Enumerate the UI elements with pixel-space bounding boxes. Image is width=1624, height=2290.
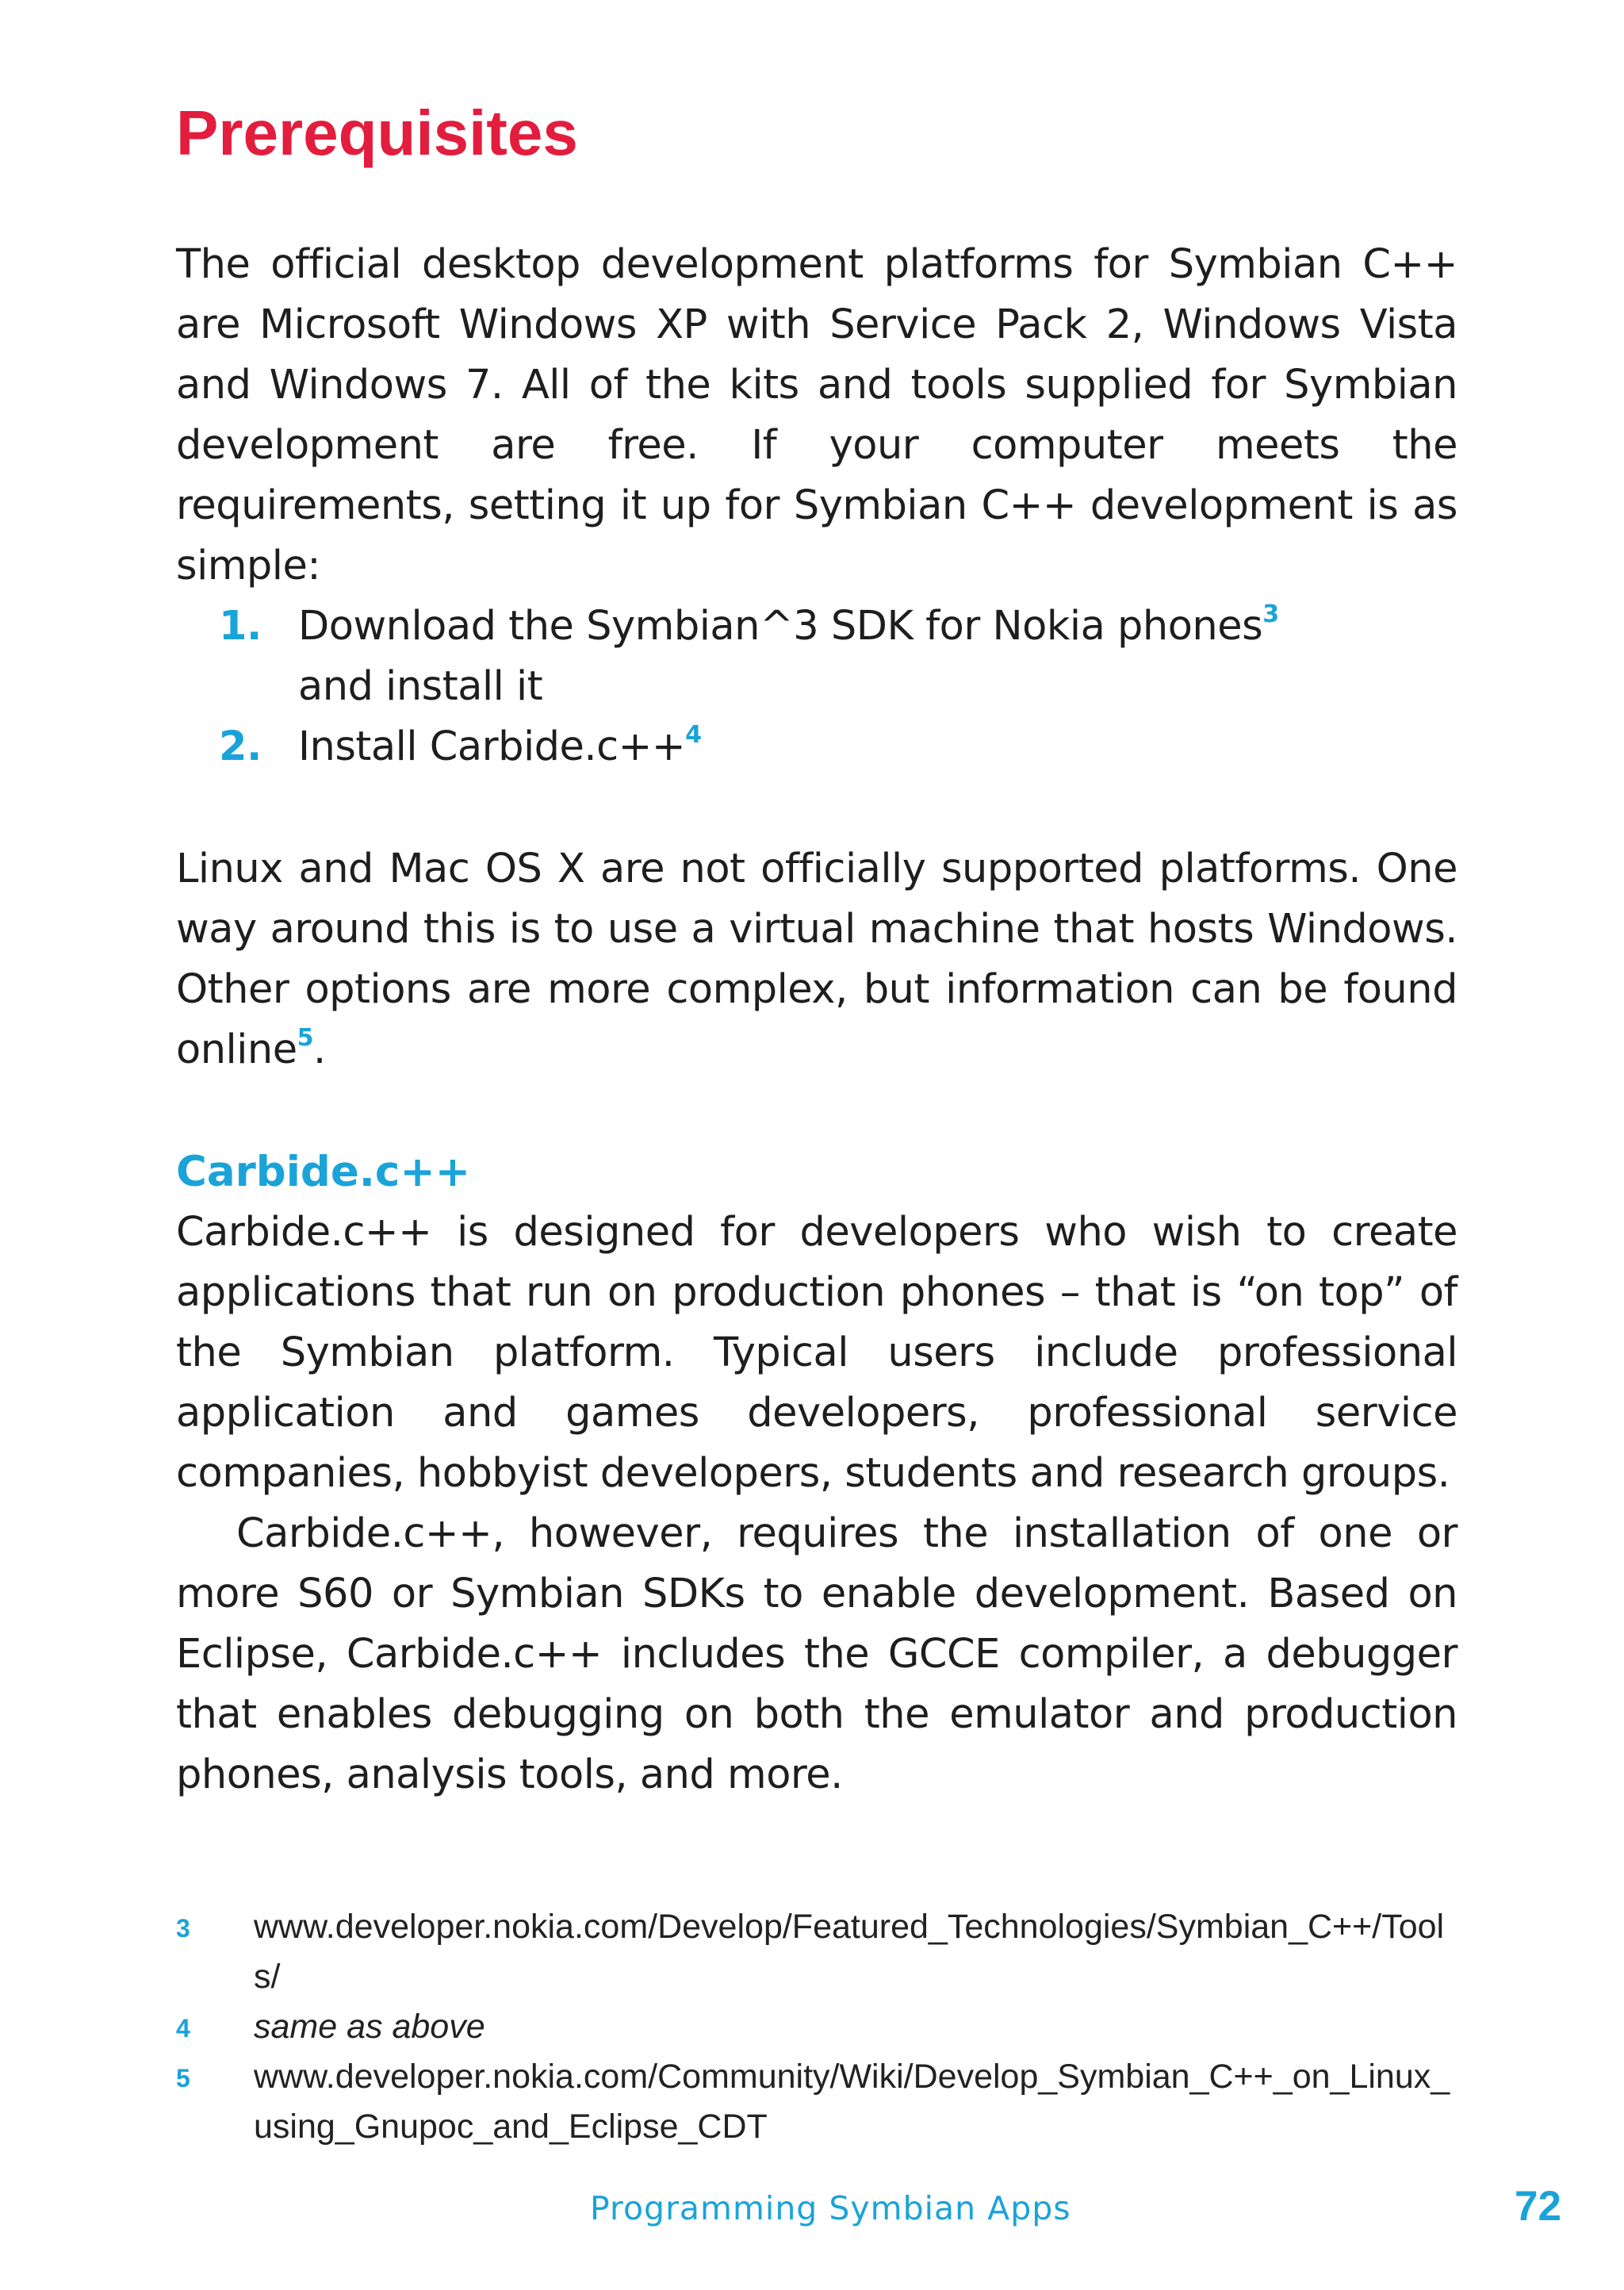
step-text: Install Carbide.c++ xyxy=(298,723,686,770)
footnote-item xyxy=(176,1902,1457,2002)
setup-steps-list xyxy=(219,596,1329,777)
carbide-paragraph-1: Carbide.c++ is designed for developers who wish to create applications that run on production phones – that is “on top” of the Symbian platform. Typical users include professional application and games developers, professional service companies, hobbyist developers, students and research groups. xyxy=(176,1209,1457,1497)
running-footer-title: Programming Symbian Apps xyxy=(590,2189,1071,2227)
footnote-reference[interactable]: 3 xyxy=(1262,600,1279,628)
footnote-number: 3 xyxy=(176,1914,190,1943)
footnote-link[interactable]: www.developer.nokia.com/Develop/Featured_Technologies/Symbian_C++/Tools/ xyxy=(254,1908,1445,1996)
step-number: 2. xyxy=(219,723,262,770)
footnote-item xyxy=(176,2052,1457,2152)
footnotes-list xyxy=(176,1902,1457,2152)
platform-support-text: Linux and Mac OS X are not officially supported platforms. One way around this is to use a virtual machine that hosts Windows. Other options are more complex, but information can be found online xyxy=(176,846,1457,1073)
footnote-reference[interactable]: 4 xyxy=(685,721,702,749)
footnote-text: same as above xyxy=(254,2008,485,2046)
footnote-link[interactable]: www.developer.nokia.com/Community/Wiki/Develop_Symbian_C++_on_Linux_using_Gnupoc_and_Eclipse_CDT xyxy=(254,2058,1450,2146)
page-title: Prerequisites xyxy=(176,98,578,168)
intro-paragraph: The official desktop development platforms for Symbian C++ are Microsoft Windows XP with Service Pack 2, Windows Vista and Windows 7. All of the kits and tools supplied for Symbian development are free. If your computer meets the requirements, setting it up for Symbian C++ development is as simple: xyxy=(176,241,1457,589)
step-text-continued: and install it xyxy=(298,663,543,710)
list-item xyxy=(219,596,1329,717)
footnote-item xyxy=(176,2002,1457,2052)
carbide-paragraph-2: Carbide.c++, however, requires the installation of one or more S60 or Symbian SDKs to enable development. Based on Eclipse, Carbide.c++ includes the GCCE compiler, a debugger that enables debugging on both the emulator and production phones, analysis tools, and more. xyxy=(176,1510,1457,1798)
footnote-number: 4 xyxy=(176,2014,190,2043)
section-heading: Carbide.c++ xyxy=(176,1148,471,1196)
platform-support-paragraph xyxy=(176,839,1457,1080)
footnote-number: 5 xyxy=(176,2064,190,2092)
step-number: 1. xyxy=(219,603,262,650)
page-number: 72 xyxy=(1515,2183,1561,2230)
sentence-end: . xyxy=(312,1026,326,1073)
footnote-reference[interactable]: 5 xyxy=(297,1024,313,1052)
step-text: Download the Symbian^3 SDK for Nokia phones xyxy=(298,603,1263,650)
list-item xyxy=(219,717,1329,777)
